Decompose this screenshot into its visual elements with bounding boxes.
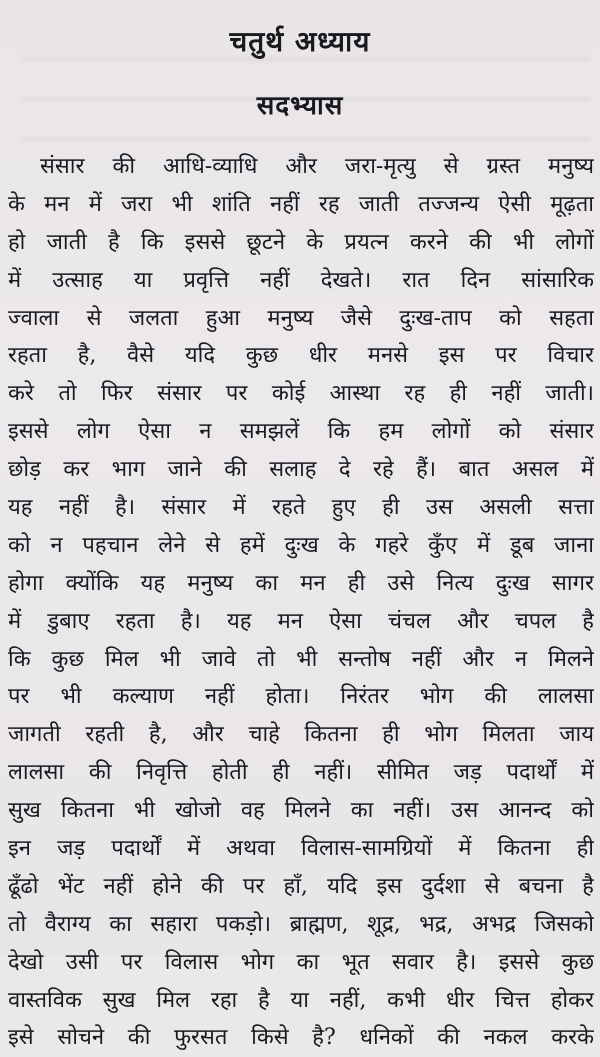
text-line: होगा क्योंकि यह मनुष्य का मन ही उसे नित्य दुःख सागर: [8, 570, 594, 596]
text-line: लालसा की निवृत्ति होती ही नहीं। सीमित जड़ पदार्थों में: [8, 760, 594, 786]
text-line: पर भी कल्याण नहीं होता। निरंतर भोग की लालसा: [8, 684, 594, 710]
chapter-heading: चतुर्थ अध्याय: [229, 25, 371, 58]
text-line: संसार की आधि-व्याधि और जरा-मृत्यु से ग्रस्त मनुष्य: [40, 154, 594, 179]
text-line: जागती रहती है, और चाहे कितना ही भोग मिलता जाय: [8, 722, 594, 748]
text-line: को न पहचान लेने से हमें दुःख के गहरे कुँए में डूब जाना: [8, 532, 594, 558]
text-line: में डुबाए रहता है। यह मन ऐसा चंचल और चपल है: [8, 608, 594, 634]
text-line: के मन में जरा भी शांति नहीं रह जाती तज्जन्य ऐसी मूढ़ता: [8, 191, 594, 217]
text-line: देखो उसी पर विलास भोग का भूत सवार है। इससे कुछ: [8, 949, 594, 975]
text-line: रहता है, वैसे यदि कुछ धीर मनसे इस पर विचार: [8, 343, 594, 369]
text-line: तो वैराग्य का सहारा पकड़ो। ब्राह्मण, शूद्र, भद्र, अभद्र जिसको: [8, 911, 594, 937]
text-line: यह नहीं है। संसार में रहते हुए ही उस असली सत्ता: [8, 495, 594, 521]
text-line: सुख कितना भी खोजो वह मिलने का नहीं। उस आनन्द को: [8, 798, 594, 824]
text-line: इससे लोग ऐसा न समझलें कि हम लोगों को संसार: [8, 419, 594, 445]
text-line: छोड़ कर भाग जाने की सलाह दे रहे हैं। बात असल में: [8, 457, 594, 483]
text-line: में उत्साह या प्रवृत्ति नहीं देखते। रात दिन सांसारिक: [8, 267, 594, 293]
text-line: हो जाती है कि इससे छूटने के प्रयत्न करने की भी लोगों: [8, 229, 594, 255]
section-heading: सदभ्यास: [256, 91, 344, 121]
body-paragraph: [8, 148, 594, 1057]
text-line: इसे सोचने की फुरसत किसे है? धनिकों की नकल करके: [8, 1025, 594, 1051]
text-line: ढूँढो भेंट नहीं होने की पर हाँ, यदि इस दुर्दशा से बचना है: [8, 873, 594, 899]
text-line: ज्वाला से जलता हुआ मनुष्य जैसे दुःख-ताप को सहता: [8, 305, 594, 331]
text-line: कि कुछ मिल भी जावे तो भी सन्तोष नहीं और न मिलने: [8, 646, 594, 672]
text-line: करे तो फिर संसार पर कोई आस्था रह ही नहीं जाती।: [8, 381, 594, 407]
text-line: इन जड़ पदार्थों में अथवा विलास-सामग्रियों में कितना ही: [8, 836, 594, 862]
text-line: वास्तविक सुख मिल रहा है या नहीं, कभी धीर चित्त होकर: [8, 987, 594, 1013]
